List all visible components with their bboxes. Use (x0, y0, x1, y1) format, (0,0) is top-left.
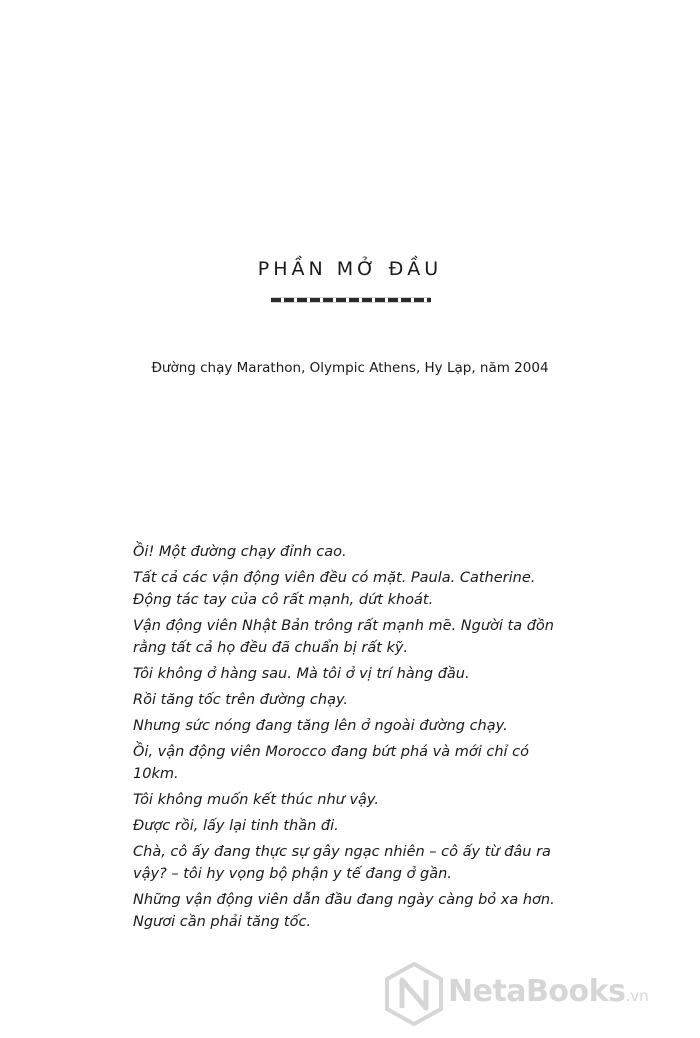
chapter-title: PHẦN MỞ ĐẦU (257, 258, 443, 280)
netabooks-logo-icon (384, 962, 444, 1026)
passage-line: Được rồi, lấy lại tinh thần đi. (133, 818, 339, 834)
passage-line: Ồi! Một đường chạy đỉnh cao. (133, 544, 347, 560)
passage-line: Vận động viên Nhật Bản trông rất mạnh mẽ. Người ta đồn rằng tất cả họ đều đã chuẩn bị rất kỹ. (133, 618, 554, 656)
watermark-text (448, 974, 649, 1009)
passage-line: Rồi tăng tốc trên đường chạy. (133, 692, 349, 708)
title-divider (271, 298, 431, 302)
passage-line: Những vận động viên dẫn đầu đang ngày càng bỏ xa hơn. Ngươi cần phải tăng tốc. (133, 892, 555, 930)
passage-line: Nhưng sức nóng đang tăng lên ở ngoài đường chạy. (133, 718, 508, 734)
passage (133, 541, 573, 937)
passage-line: Tôi không muốn kết thúc như vậy. (133, 792, 379, 808)
watermark-suffix: .vn (625, 987, 649, 1005)
chapter-subtitle: Đường chạy Marathon, Olympic Athens, Hy Lạp, năm 2004 (151, 360, 549, 376)
passage-line: Chà, cô ấy đang thực sự gây ngạc nhiên – cô ấy từ đâu ra vậy? – tôi hy vọng bộ phận y tế đang ở gần. (133, 844, 551, 882)
passage-line: Tất cả các vận động viên đều có mặt. Paula. Catherine. Động tác tay của cô rất mạnh, dứt khoát. (133, 570, 536, 608)
watermark-brand: NetaBooks (448, 974, 626, 1009)
watermark (384, 962, 684, 1026)
passage-line: Ồi, vận động viên Morocco đang bứt phá và mới chỉ có 10km. (133, 744, 529, 782)
passage-line: Tôi không ở hàng sau. Mà tôi ở vị trí hàng đầu. (133, 666, 470, 682)
